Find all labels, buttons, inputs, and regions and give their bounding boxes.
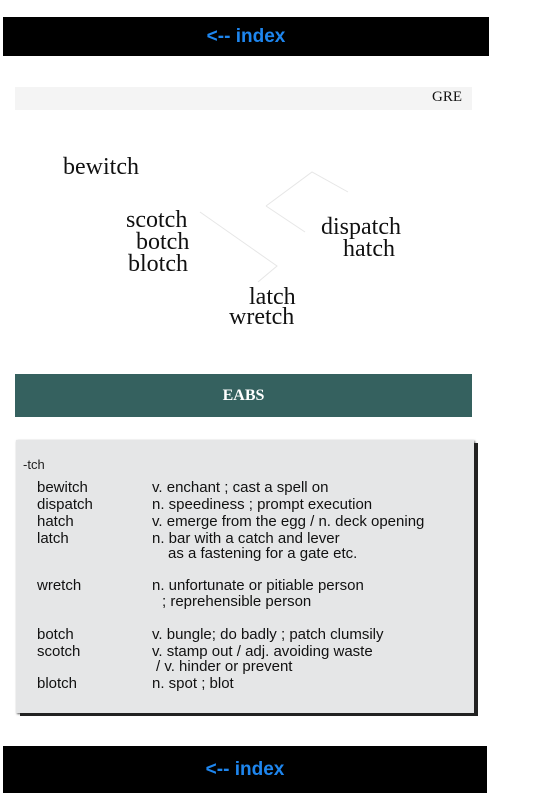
entry-definition-cont: as a fastening for a gate etc. xyxy=(168,545,358,562)
index-link[interactable]: <-- index xyxy=(206,25,286,47)
entry-definition: v. emerge from the egg / n. deck opening xyxy=(152,513,425,530)
entry-definition: v. stamp out / adj. avoiding waste xyxy=(152,643,373,660)
entry-term: scotch xyxy=(37,643,81,660)
section-title-band xyxy=(15,374,472,417)
word-blotch: blotch xyxy=(128,251,188,277)
header-strip xyxy=(15,87,472,110)
entry-definition: v. bungle; do badly ; patch clumsily xyxy=(152,626,384,643)
entry-definition: n. bar with a catch and lever xyxy=(152,530,340,547)
bottom-nav-bar xyxy=(3,746,487,793)
glossary-panel xyxy=(16,440,474,713)
entry-term: latch xyxy=(37,530,69,547)
entry-term: dispatch xyxy=(37,496,93,513)
entry-definition: n. unfortunate or pitiable person xyxy=(152,577,364,594)
entry-definition-cont: ; reprehensible person xyxy=(162,593,312,610)
entry-term: bewitch xyxy=(37,479,88,496)
word-map xyxy=(0,120,549,350)
entry-term: wretch xyxy=(37,577,82,594)
top-nav-bar xyxy=(3,17,489,56)
word-hatch: hatch xyxy=(343,236,395,262)
entry-definition: v. enchant ; cast a spell on xyxy=(152,479,329,496)
word-dispatch: dispatch xyxy=(321,214,401,240)
word-scotch: scotch xyxy=(126,207,188,233)
entry-term: blotch xyxy=(37,675,78,692)
entry-term: hatch xyxy=(37,513,74,530)
word-botch: botch xyxy=(136,229,190,255)
gre-tag: GRE xyxy=(432,89,462,105)
index-link-bottom[interactable]: <-- index xyxy=(205,758,285,780)
word-wretch: wretch xyxy=(229,304,295,330)
entry-term: botch xyxy=(37,626,74,643)
entry-definition: n. speediness ; prompt execution xyxy=(152,496,373,513)
word-bewitch: bewitch xyxy=(63,154,139,180)
section-title: EABS xyxy=(222,386,265,404)
entry-definition-cont: / v. hinder or prevent xyxy=(156,658,293,675)
suffix-label: -tch xyxy=(23,457,45,472)
entry-definition: n. spot ; blot xyxy=(152,675,234,692)
word-latch: latch xyxy=(249,284,296,310)
